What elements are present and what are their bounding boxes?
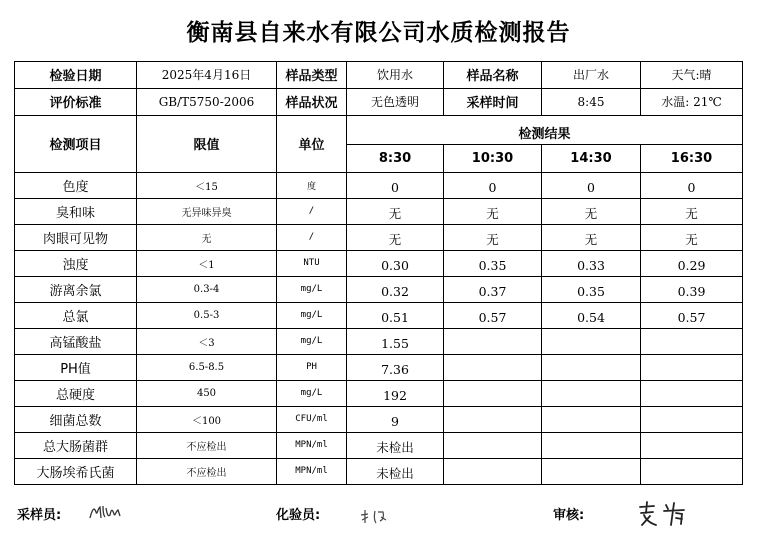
result-value [444, 458, 542, 484]
unit-value: mg/L [277, 276, 347, 302]
result-value: 0.57 [641, 302, 743, 328]
water-temp-value: 水温: 21℃ [641, 88, 743, 116]
result-value: 无 [347, 198, 444, 224]
result-value: 0.35 [444, 250, 542, 276]
table-row [15, 406, 743, 432]
result-value: 0.39 [641, 276, 743, 302]
sample-name-value: 出厂水 [542, 62, 641, 89]
header-row-1 [15, 116, 743, 145]
inspector-label: 化验员: [276, 508, 321, 523]
sample-type-label: 样品类型 [277, 62, 347, 89]
unit-value: CFU/ml [277, 406, 347, 432]
result-value: 0 [347, 172, 444, 198]
unit-value: NTU [277, 250, 347, 276]
result-value [542, 354, 641, 380]
result-value [542, 432, 641, 458]
result-value: 0.37 [444, 276, 542, 302]
result-value [444, 354, 542, 380]
item-name: 色度 [15, 172, 137, 198]
result-value: 0.32 [347, 276, 444, 302]
table-row [15, 354, 743, 380]
reviewer-signature [636, 499, 692, 533]
limit-value: 0.5-3 [137, 302, 277, 328]
result-value [641, 328, 743, 354]
table-row [15, 432, 743, 458]
result-value [641, 458, 743, 484]
limit-value: ＜100 [137, 406, 277, 432]
result-value: 192 [347, 380, 444, 406]
date-label: 检验日期 [15, 62, 137, 89]
unit-value: / [277, 198, 347, 224]
unit-value: MPN/ml [277, 458, 347, 484]
result-value: 无 [641, 198, 743, 224]
result-value: 无 [542, 224, 641, 250]
item-name: 总氯 [15, 302, 137, 328]
col-header-results: 检测结果 [347, 116, 743, 145]
result-value: 0.54 [542, 302, 641, 328]
result-value [542, 458, 641, 484]
result-value [641, 432, 743, 458]
result-value: 无 [444, 198, 542, 224]
result-value: 1.55 [347, 328, 444, 354]
result-value: 0 [542, 172, 641, 198]
limit-value: 450 [137, 380, 277, 406]
sample-name-label: 样品名称 [444, 62, 542, 89]
result-value [444, 380, 542, 406]
limit-value: ＜1 [137, 250, 277, 276]
date-value: 2025年4月16日 [137, 62, 277, 89]
result-value: 0.35 [542, 276, 641, 302]
result-value: 0.51 [347, 302, 444, 328]
meta-row-2 [15, 88, 743, 116]
reviewer-label: 审核: [553, 508, 585, 523]
item-name: PH值 [15, 354, 137, 380]
col-header-limit: 限值 [137, 116, 277, 172]
result-value [444, 432, 542, 458]
weather-value: 天气:晴 [641, 62, 743, 89]
limit-value: 不应检出 [137, 432, 277, 458]
result-value: 0.33 [542, 250, 641, 276]
item-name: 游离余氯 [15, 276, 137, 302]
result-value: 9 [347, 406, 444, 432]
sampler-signature [88, 502, 124, 528]
sample-status-label: 样品状况 [277, 88, 347, 116]
result-value: 0.30 [347, 250, 444, 276]
result-value [444, 328, 542, 354]
inspector-signature [358, 505, 394, 531]
col-header-item: 检测项目 [15, 116, 137, 172]
limit-value: ＜15 [137, 172, 277, 198]
time-header: 14:30 [542, 144, 641, 172]
standard-label: 评价标准 [15, 88, 137, 116]
item-name: 臭和味 [15, 198, 137, 224]
table-row [15, 224, 743, 250]
result-value: 7.36 [347, 354, 444, 380]
limit-value: 6.5-8.5 [137, 354, 277, 380]
sample-type-value: 饮用水 [347, 62, 444, 89]
unit-value: 度 [277, 172, 347, 198]
meta-row-1 [15, 62, 743, 89]
result-value: 0.29 [641, 250, 743, 276]
result-value: 无 [641, 224, 743, 250]
result-value [641, 406, 743, 432]
result-value [542, 406, 641, 432]
item-name: 细菌总数 [15, 406, 137, 432]
item-name: 高锰酸盐 [15, 328, 137, 354]
table-row [15, 458, 743, 484]
limit-value: 无异味异臭 [137, 198, 277, 224]
report-title: 衡南县自来水有限公司水质检测报告 [186, 20, 571, 46]
result-value: 未检出 [347, 458, 444, 484]
sampler-label: 采样员: [17, 508, 62, 523]
table-row [15, 276, 743, 302]
table-row [15, 198, 743, 224]
result-value [542, 380, 641, 406]
table-row [15, 302, 743, 328]
result-value [641, 354, 743, 380]
result-value [542, 328, 641, 354]
sample-status-value: 无色透明 [347, 88, 444, 116]
unit-value: / [277, 224, 347, 250]
result-value: 未检出 [347, 432, 444, 458]
limit-value: ＜3 [137, 328, 277, 354]
time-header: 16:30 [641, 144, 743, 172]
col-header-unit: 单位 [277, 116, 347, 172]
time-header: 10:30 [444, 144, 542, 172]
sampling-time-label: 采样时间 [444, 88, 542, 116]
result-value: 无 [542, 198, 641, 224]
water-quality-table [14, 61, 743, 485]
signature-row [0, 497, 757, 533]
table-row [15, 328, 743, 354]
result-value [641, 380, 743, 406]
result-value [444, 406, 542, 432]
unit-value: mg/L [277, 328, 347, 354]
item-name: 肉眼可见物 [15, 224, 137, 250]
result-value: 0.57 [444, 302, 542, 328]
sampling-time-value: 8:45 [542, 88, 641, 116]
table-row [15, 250, 743, 276]
standard-value: GB/T5750-2006 [137, 88, 277, 116]
item-name: 大肠埃希氏菌 [15, 458, 137, 484]
result-value: 0 [444, 172, 542, 198]
limit-value: 0.3-4 [137, 276, 277, 302]
result-value: 无 [347, 224, 444, 250]
time-header: 8:30 [347, 144, 444, 172]
unit-value: mg/L [277, 380, 347, 406]
result-value: 0 [641, 172, 743, 198]
limit-value: 无 [137, 224, 277, 250]
unit-value: MPN/ml [277, 432, 347, 458]
result-value: 无 [444, 224, 542, 250]
unit-value: mg/L [277, 302, 347, 328]
item-name: 总硬度 [15, 380, 137, 406]
item-name: 浊度 [15, 250, 137, 276]
unit-value: PH [277, 354, 347, 380]
table-row [15, 172, 743, 198]
item-name: 总大肠菌群 [15, 432, 137, 458]
limit-value: 不应检出 [137, 458, 277, 484]
table-row [15, 380, 743, 406]
